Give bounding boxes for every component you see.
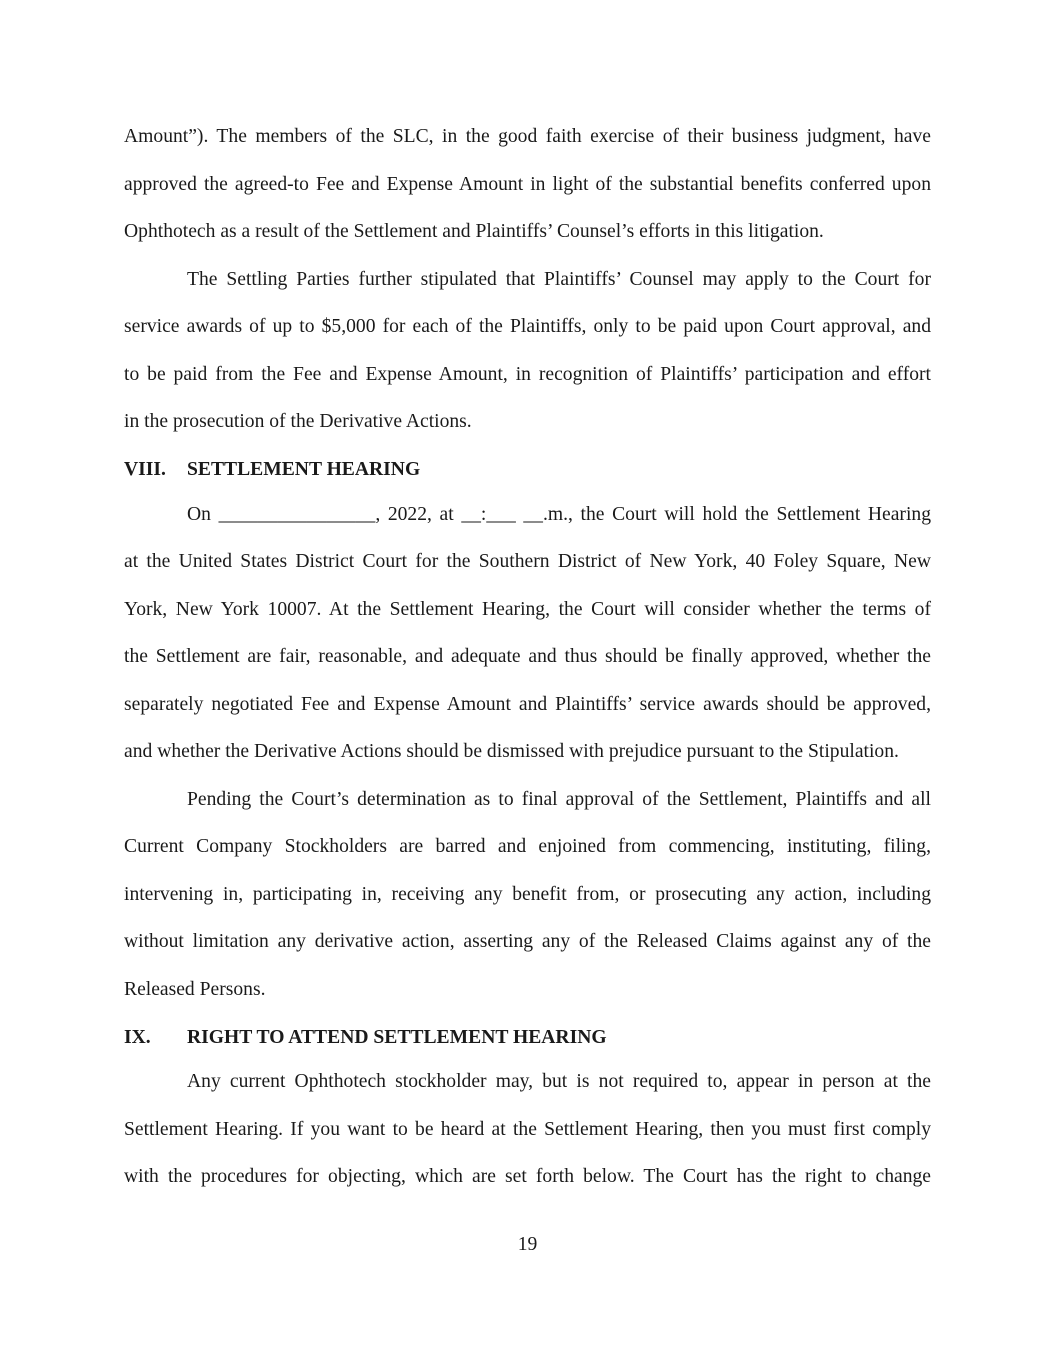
- paragraph-1-line-3: Ophthotech as a result of the Settlement and Plaintiffs’ Counsel’s efforts in this litigation.: [124, 221, 824, 242]
- paragraph-2-line-3: to be paid from the Fee and Expense Amount, in recognition of Plaintiffs’ participation and effort: [124, 364, 931, 385]
- page-number: 19: [517, 1234, 538, 1255]
- paragraph-3-line-3: York, New York 10007. At the Settlement Hearing, the Court will consider whether the terms of: [124, 599, 931, 620]
- paragraph-5-line-1: Any current Ophthotech stockholder may, but is not required to, appear in person at the: [187, 1071, 931, 1092]
- paragraph-1-line-2: approved the agreed-to Fee and Expense Amount in light of the substantial benefits conferred upon: [124, 174, 931, 195]
- paragraph-4-line-2: Current Company Stockholders are barred and enjoined from commencing, instituting, filing,: [124, 836, 931, 857]
- paragraph-4-line-3: intervening in, participating in, receiving any benefit from, or prosecuting any action, including: [124, 884, 931, 905]
- paragraph-5-line-3: with the procedures for objecting, which are set forth below. The Court has the right to change: [124, 1166, 931, 1187]
- section-ix-number: IX.: [124, 1027, 151, 1048]
- paragraph-1-line-1: Amount”). The members of the SLC, in the good faith exercise of their business judgment, have: [124, 126, 931, 147]
- paragraph-4-line-1: Pending the Court’s determination as to final approval of the Settlement, Plaintiffs and all: [187, 789, 931, 810]
- section-ix-heading: [124, 1026, 931, 1050]
- paragraph-3-line-5: separately negotiated Fee and Expense Amount and Plaintiffs’ service awards should be approved,: [124, 694, 931, 715]
- paragraph-2-line-1: The Settling Parties further stipulated that Plaintiffs’ Counsel may apply to the Court for: [187, 269, 931, 290]
- section-viii-heading: [124, 458, 931, 482]
- paragraph-4-line-5: Released Persons.: [124, 979, 266, 1000]
- paragraph-4-line-4: without limitation any derivative action, asserting any of the Released Claims against any of the: [124, 931, 931, 952]
- paragraph-5-line-2: Settlement Hearing. If you want to be heard at the Settlement Hearing, then you must first comply: [124, 1119, 931, 1140]
- paragraph-2-line-2: service awards of up to $5,000 for each of the Plaintiffs, only to be paid upon Court approval, and: [124, 316, 931, 337]
- section-viii-number: VIII.: [124, 459, 166, 480]
- paragraph-2-line-4: in the prosecution of the Derivative Actions.: [124, 411, 472, 432]
- section-ix-title: RIGHT TO ATTEND SETTLEMENT HEARING: [187, 1027, 607, 1048]
- section-viii-title: SETTLEMENT HEARING: [187, 459, 421, 480]
- paragraph-3-line-6: and whether the Derivative Actions should be dismissed with prejudice pursuant to the Stipulation.: [124, 741, 899, 762]
- paragraph-3-line-2: at the United States District Court for the Southern District of New York, 40 Foley Square, New: [124, 551, 931, 572]
- paragraph-3-line-4: the Settlement are fair, reasonable, and adequate and thus should be finally approved, whether the: [124, 646, 931, 667]
- paragraph-3-line-1: On ________________, 2022, at __:___ __.m., the Court will hold the Settlement Hearing: [187, 504, 931, 525]
